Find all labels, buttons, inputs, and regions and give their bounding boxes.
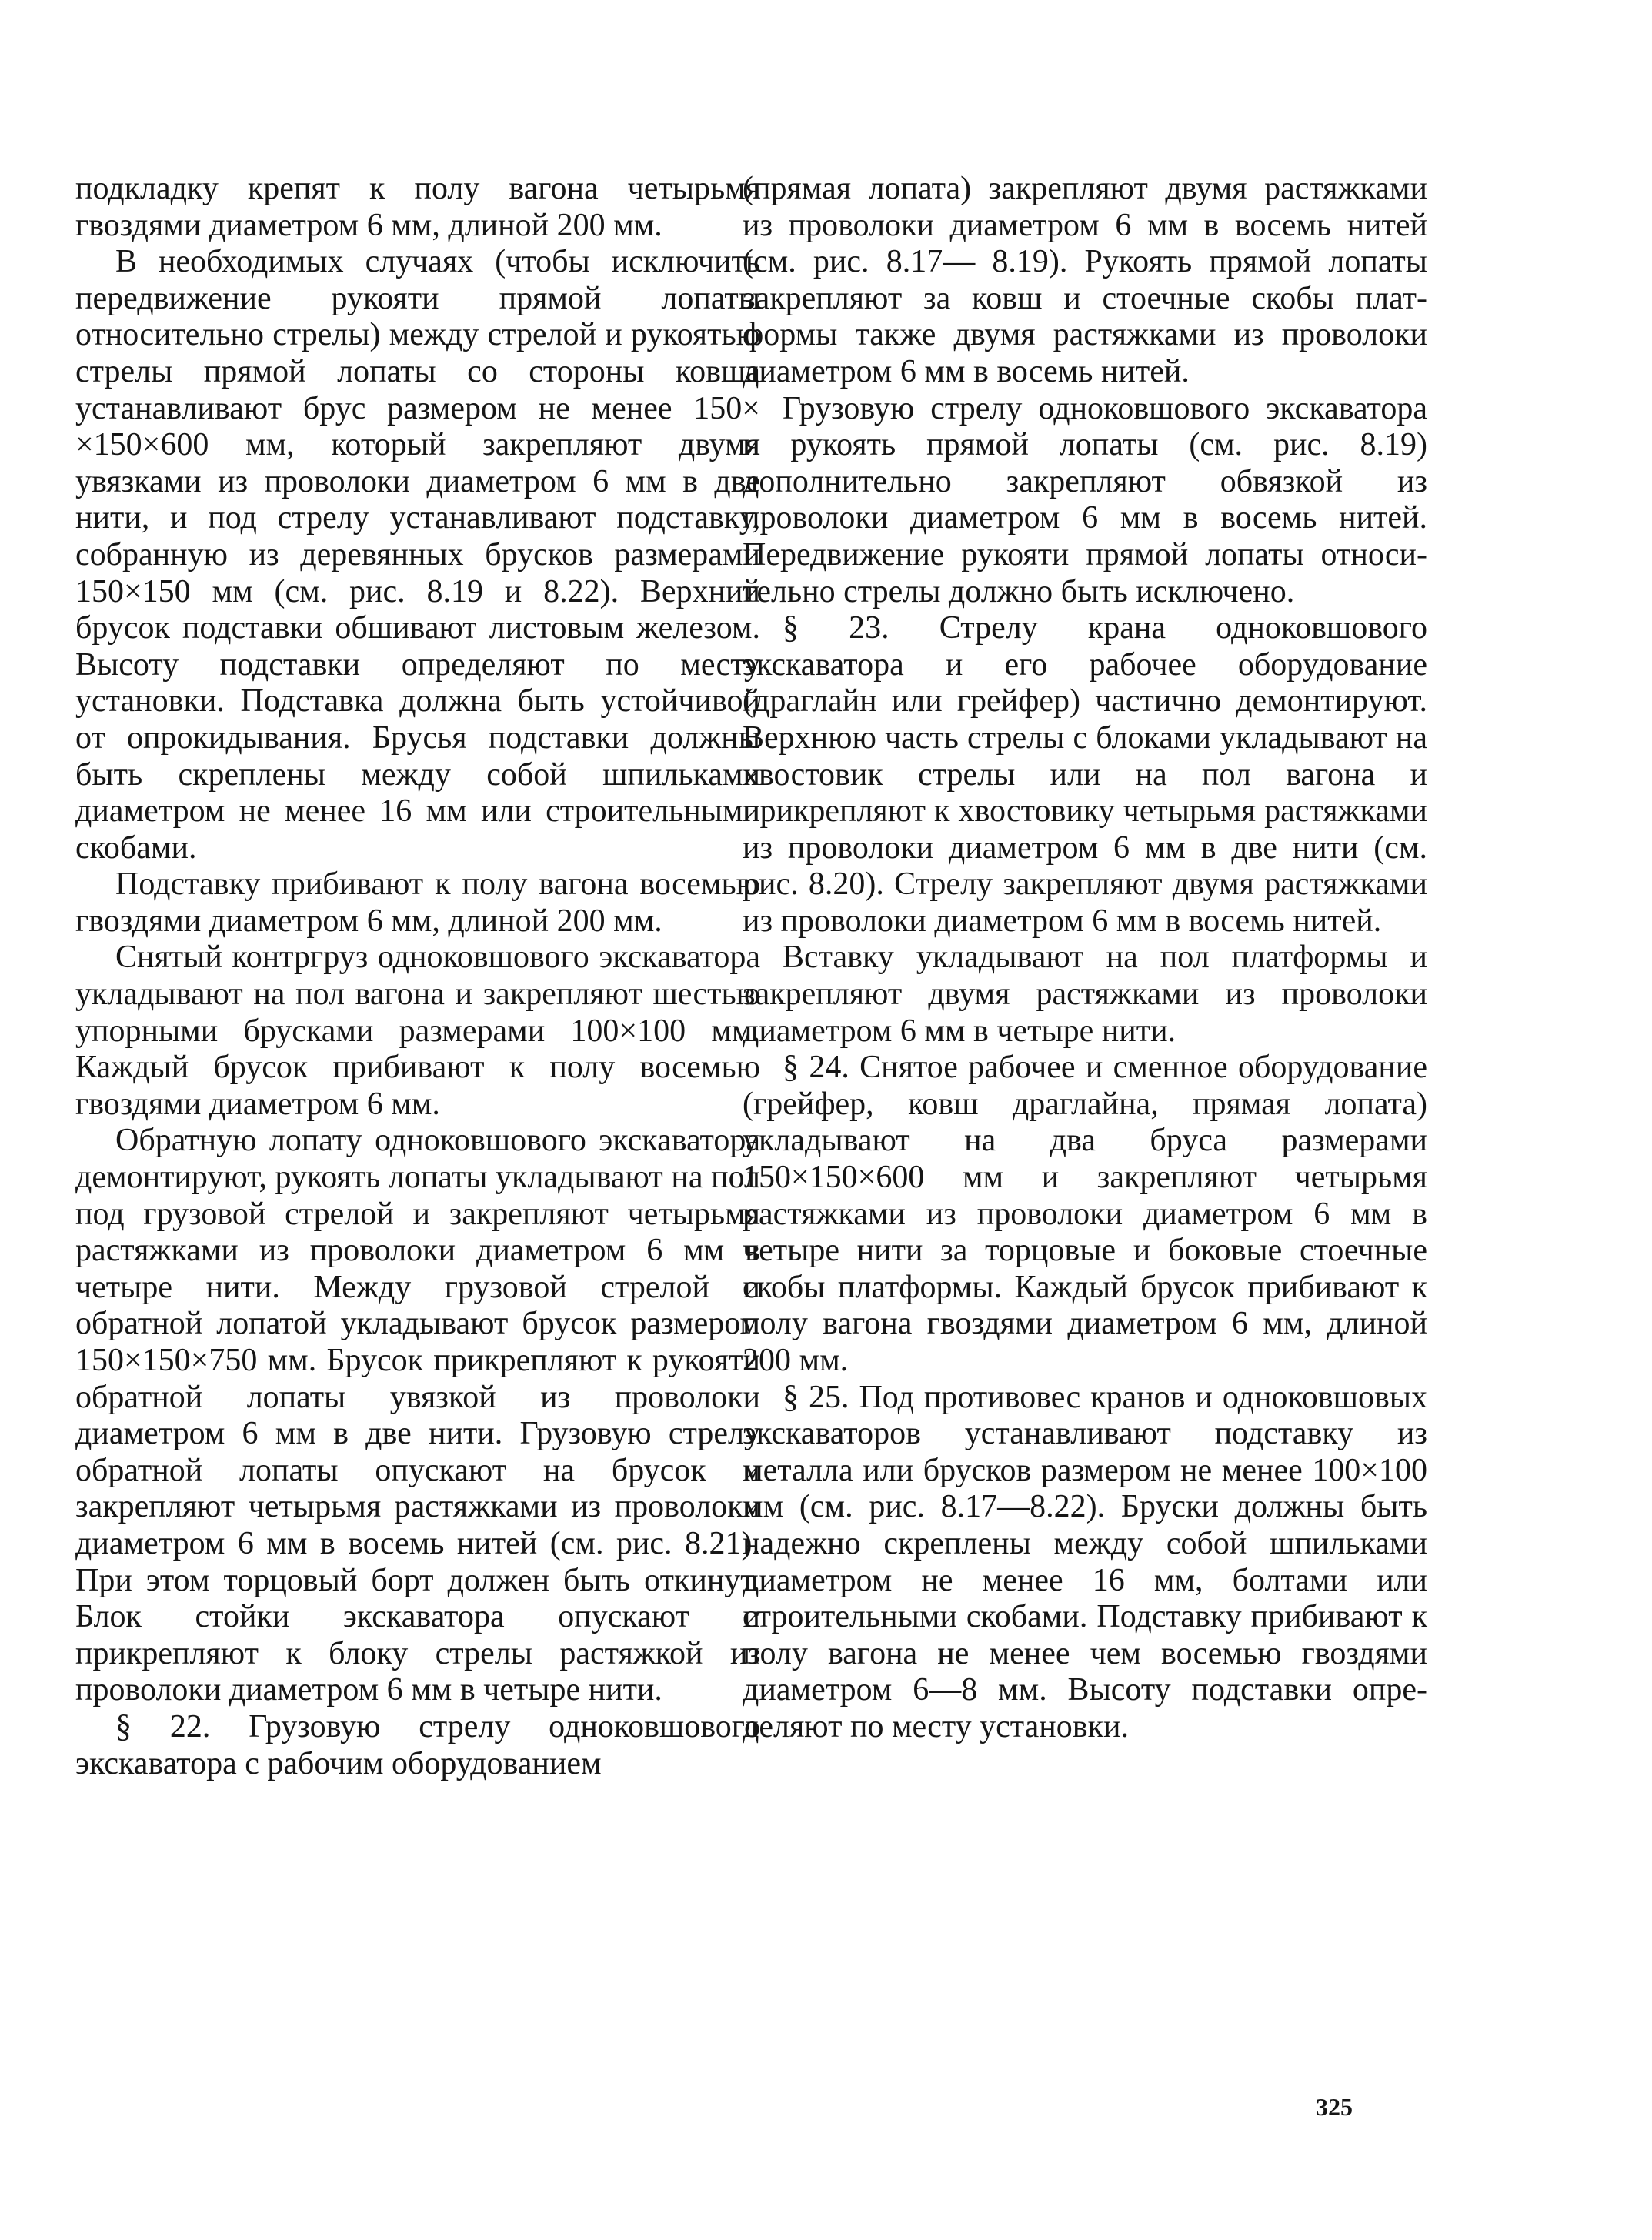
section-25: § 25. Под противовес кранов и одноковшовых экскаваторов устанавливают подставку из металла или брусков размером не менее 100×100 мм (см. рис. 8.17—8.22). Бруски должны быть надежно скреплены между собой шпильками диаметром не менее 16 мм, болтами или строительными скобами. Подставку прибивают к полу вагона не менее чем восемью гвоздями диаметром 6—8 мм. Высоту подставки определяют по месту установки. xyxy=(743,1379,1427,1744)
paragraph: Обратную лопату одноковшового экскаватора демонтируют, рукоять лопаты укладывают на пол под грузовой стрелой и закрепляют четырьмя растяжками из проволоки диаметром 6 мм в четыре нити. Между грузовой стрелой и обратной лопатой укладывают брусок размером 150×150×750 мм. Брусок прикрепляют к рукояти обратной лопаты увязкой из проволоки диаметром 6 мм в две нити. Грузовую стрелу обратной лопаты опускают на брусок и закрепляют четырьмя растяжками из проволоки диаметром 6 мм в восемь нитей (см. рис. 8.21). При этом торцовый борт должен быть откинут. Блок стойки экскаватора опускают и прикрепляют к блоку стрелы растяжкой из проволоки диаметром 6 мм в четыре нити. xyxy=(75,1123,760,1708)
section-22-start: § 22. Грузовую стрелу одноковшового экскаватора с рабочим оборудованием xyxy=(75,1708,760,1781)
paragraph: Грузовую стрелу одноковшового экскаватора и рукоять прямой лопаты (см. рис. 8.19) дополнительно закрепляют обвязкой из проволоки диаметром 6 мм в восемь нитей. Передвижение рукояти прямой лопаты относительно стрелы должно быть исключено. xyxy=(743,390,1427,609)
paragraph: В необходимых случаях (чтобы исключить передвижение рукояти прямой лопаты относительно стрелы) между стрелой и рукоятью стрелы прямой лопаты со стороны ковша устанавливают брус размером не менее 150× ×150×600 мм, который закрепляют двумя увязками из проволоки диаметром 6 мм в две нити, и под стрелу устанавливают подставку, собранную из деревянных брусков размерами 150×150 мм (см. рис. 8.19 и 8.22). Верхний брусок подставки обшивают листовым железом. Высоту подставки определяют по месту установки. Подставка должна быть устойчивой от опрокидывания. Брусья подставки должны быть скреплены между собой шпильками диаметром не менее 16 мм или строительными скобами. xyxy=(75,244,760,866)
paragraph: Вставку укладывают на пол платформы и закрепляют двумя растяжками из проволоки диаметром 6 мм в четыре нити. xyxy=(743,940,1427,1049)
section-23: § 23. Стрелу крана одноковшового экскаватора и его рабочее оборудование (драглайн или грейфер) частично демонтируют. Верхнюю часть стрелы с блоками укладывают на хвостовик стрелы или на пол вагона и прикрепляют к хвостовику четырьмя растяжками из проволоки диаметром 6 мм в две нити (см. рис. 8.20). Стрелу закрепляют двумя растяжками из проволоки диаметром 6 мм в восемь нитей. xyxy=(743,610,1427,939)
right-column xyxy=(743,171,1427,1746)
section-24: § 24. Снятое рабочее и сменное оборудование (грейфер, ковш драглайна, прямая лопата) укладывают на два бруса размерами 150×150×600 мм и закрепляют четырьмя растяжками из проволоки диаметром 6 мм в четыре нити за торцовые и боковые стоечные скобы платформы. Каждый брусок прибивают к полу вагона гвоздями диаметром 6 мм, длиной 200 мм. xyxy=(743,1050,1427,1378)
paragraph: подкладку крепят к полу вагона четырьмя гвоздями диаметром 6 мм, длиной 200 мм. xyxy=(75,171,760,243)
page-number: 325 xyxy=(1316,2093,1353,2121)
paragraph: Подставку прибивают к полу вагона восемью гвоздями диаметром 6 мм, длиной 200 мм. xyxy=(75,866,760,939)
left-column xyxy=(75,171,760,1782)
paragraph: (прямая лопата) закрепляют двумя растяжками из проволоки диаметром 6 мм в восемь нитей (см. рис. 8.17— 8.19). Рукоять прямой лопаты закрепляют за ковш и стоечные скобы платформы также двумя растяжками из проволоки диаметром 6 мм в восемь нитей. xyxy=(743,171,1427,389)
paragraph: Снятый контргруз одноковшового экскаватора укладывают на пол вагона и закрепляют шестью упорными брусками размерами 100×100 мм. Каждый брусок прибивают к полу восемью гвоздями диаметром 6 мм. xyxy=(75,940,760,1122)
